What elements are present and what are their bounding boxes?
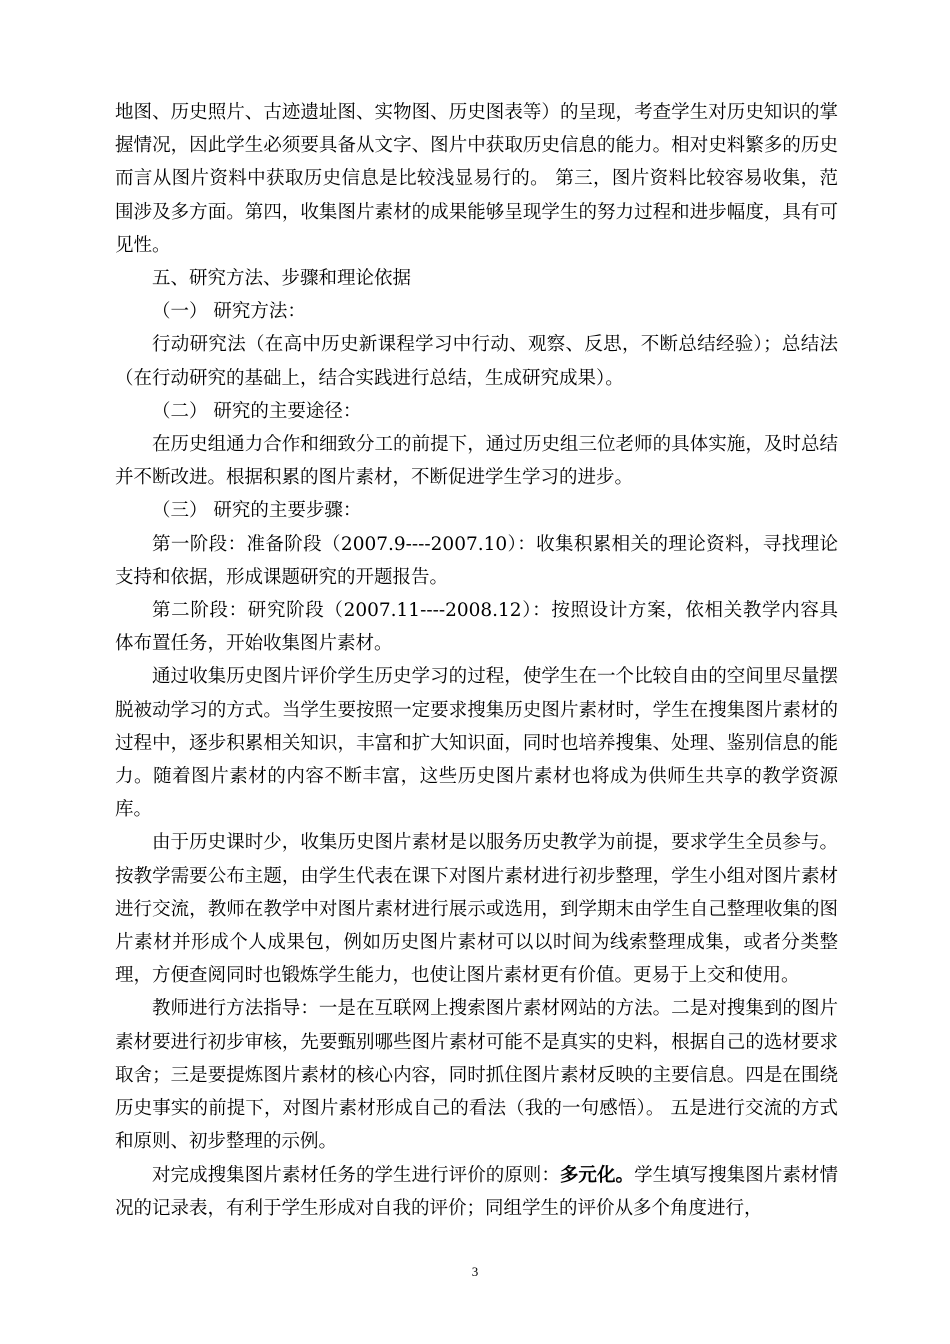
research-method-paragraph: 行动研究法（在高中历史新课程学习中行动、观察、反思，不断总结经验）；总结法（在行动研究的基础上，结合实践进行总结，生成研究成果）。 bbox=[115, 334, 838, 389]
evaluation-paragraph bbox=[115, 1159, 838, 1225]
document-body bbox=[115, 96, 838, 1225]
intro-paragraph: 地图、历史照片、古迹遗址图、实物图、历史图表等）的呈现，考查学生对历史知识的掌握情况，因此学生必须要具备从文字、图片中获取历史信息的能力。相对史料繁多的历史而言从图片资料中获取历史信息是比较浅显易行的。 第三，图片资料比较容易收集，范围涉及多方面。第四，收集图片素材的成果能够呈现学生的努力过程和进步幅度，具有可见性。 bbox=[115, 102, 838, 256]
page-number: 3 bbox=[471, 1264, 479, 1279]
research-steps-heading: （三） 研究的主要步骤： bbox=[152, 500, 362, 522]
evaluation-principle-bold: 多元化。 bbox=[559, 1164, 635, 1186]
teacher-guidance-paragraph: 教师进行方法指导：一是在互联网上搜索图片素材网站的方法。二是对搜集到的图片素材要进行初步审核，先要甄别哪些图片素材可能不是真实的史料，根据自己的选材要求取舍；三是要提炼图片素材的核心内容，同时抓住图片素材反映的主要信息。四是在围绕历史事实的前提下，对图片素材形成自己的看法（我的一句感悟）。 五是进行交流的方式和原则、初步整理的示例。 bbox=[115, 998, 838, 1153]
process-paragraph: 通过收集历史图片评价学生历史学习的过程，使学生在一个比较自由的空间里尽量摆脱被动学习的方式。当学生要按照一定要求搜集历史图片素材时，学生在搜集图片素材的过程中，逐步积累相关知识，丰富和扩大知识面，同时也培养搜集、处理、鉴别信息的能力。随着图片素材的内容不断丰富，这些历史图片素材也将成为供师生共享的教学资源库。 bbox=[115, 666, 838, 821]
class-organization-paragraph: 由于历史课时少，收集历史图片素材是以服务历史教学为前提，要求学生全员参与。按教学需要公布主题，由学生代表在课下对图片素材进行初步整理，学生小组对图片素材进行交流，教师在教学中对图片素材进行展示或选用，到学期末由学生自己整理收集的图片素材并形成个人成果包，例如历史图片素材可以以时间为线索整理成集，或者分类整理，方便查阅同时也锻炼学生能力，也使让图片素材更有价值。更易于上交和使用。 bbox=[115, 832, 838, 987]
stage-two-paragraph: 第二阶段：研究阶段（2007.11----2008.12）：按照设计方案，依相关教学内容具体布置任务，开始收集图片素材。 bbox=[115, 600, 838, 655]
section-heading: 五、研究方法、步骤和理论依据 bbox=[152, 268, 412, 290]
evaluation-prefix: 对完成搜集图片素材任务的学生进行评价的原则： bbox=[152, 1164, 560, 1186]
evaluation-suffix: 学生填写搜集图片素材情况的记录表，有利于学生形成对自我的评价；同组学生的评价从多个角度进行， bbox=[115, 1164, 838, 1219]
research-approach-heading: （二） 研究的主要途径： bbox=[152, 400, 362, 422]
stage-one-paragraph: 第一阶段：准备阶段（2007.9----2007.10）：收集积累相关的理论资料，寻找理论支持和依据，形成课题研究的开题报告。 bbox=[115, 533, 838, 588]
research-approach-paragraph: 在历史组通力合作和细致分工的前提下，通过历史组三位老师的具体实施，及时总结并不断改进。根据积累的图片素材，不断促进学生学习的进步。 bbox=[115, 434, 838, 489]
research-method-heading: （一） 研究方法： bbox=[152, 301, 306, 323]
